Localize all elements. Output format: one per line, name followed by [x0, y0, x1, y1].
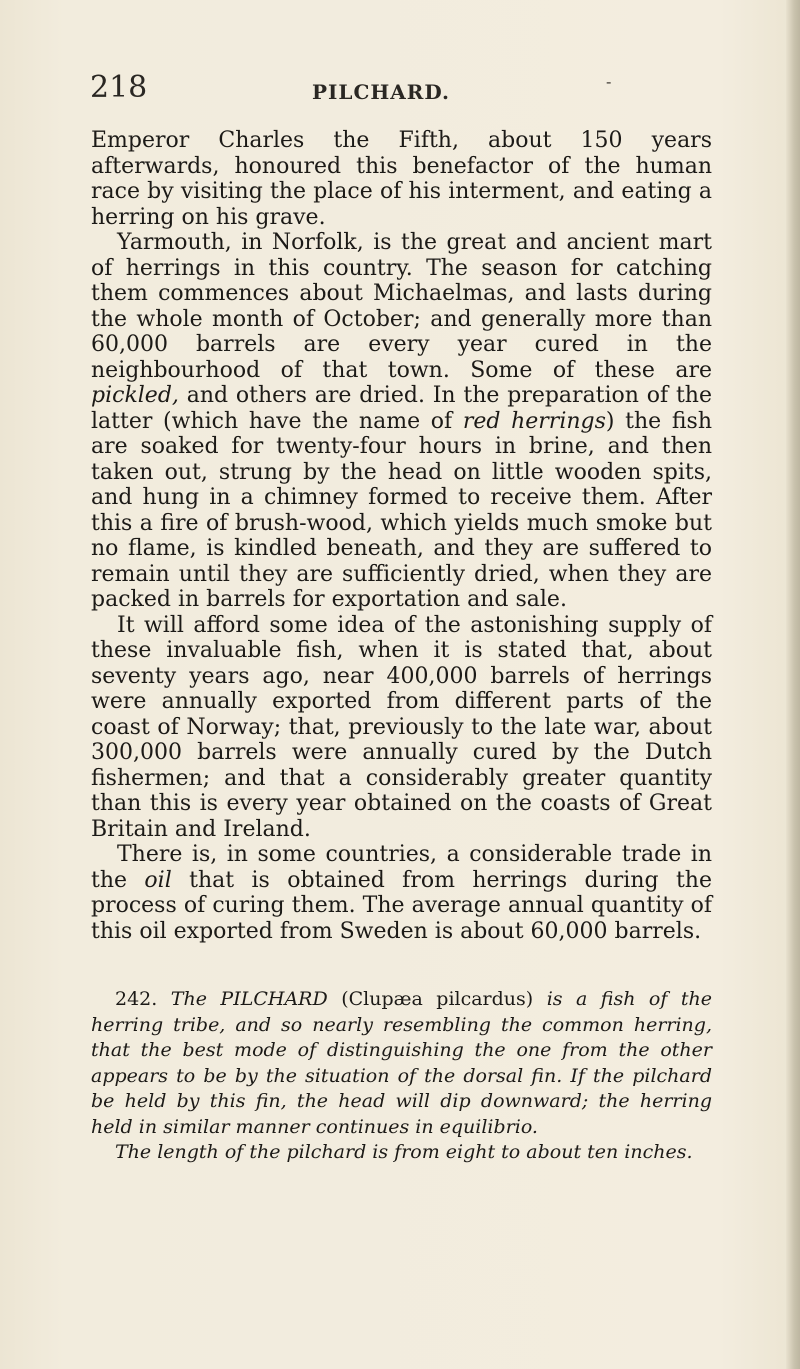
header-mark: -: [606, 72, 612, 91]
paragraph-2-text-a: Yarmouth, in Norfolk, is the great and ancient mart of herrings in this country. The season for catching them commences about Michaelmas, and lasts during the whole month of October; and generally more than 60,000 barrels are every year cured in the neighbourhood of that town. Some of these are: [91, 230, 712, 383]
paragraph-2-italic-red-herrings: red herrings: [462, 408, 606, 434]
page-edge: [786, 0, 800, 1369]
paragraph-4-text-a: There is, in some countries, a considerable trade in the: [91, 842, 712, 893]
paragraph-4-italic-oil: oil: [144, 867, 172, 893]
paragraph-1: Emperor Charles the Fifth, about 150 years afterwards, honoured this benefactor of the human race by visiting the place of his interment, and eating a herring on his grave.: [91, 128, 712, 230]
paragraph-2-text-b: and others are dried. In the preparation of the latter (which have the name of: [91, 383, 712, 434]
paragraph-4: [91, 842, 712, 944]
note-text: is a fish of the herring tribe, and so nearly resembling the common herring, that the best mode of distinguishing the one from the other appears to be by the situation of the dorsal fin. If the pilchard be held by this fin, the head will dip downward; the herring held in similar manner continues in equilibrio.: [91, 988, 712, 1138]
page-number: 218: [90, 70, 148, 105]
body-text: [91, 128, 712, 944]
page-header: [90, 70, 700, 110]
paragraph-2: [91, 230, 712, 613]
paragraph-2-italic-pickled: pickled,: [91, 383, 179, 408]
note-length: The length of the pilchard is from eight to about ten inches.: [115, 1141, 693, 1163]
running-head: PILCHARD.: [312, 80, 451, 104]
section-note: [91, 987, 712, 1166]
note-paragraph: [91, 987, 712, 1140]
paragraph-4-text-b: that is obtained from herrings during the process of curing them. The average annual quantity of this oil exported from Sweden is about 60,000 barrels.: [91, 867, 712, 944]
latin-name: (Clupæa pilcardus): [341, 988, 534, 1010]
section-title: The PILCHARD: [170, 988, 328, 1010]
paragraph-2-text-c: ) the fish are soaked for twenty-four hours in brine, and then taken out, strung by the head on little wooden spits, and hung in a chimney formed to receive them. After this a fire of brush-wood, which yields much smoke but no flame, is kindled beneath, and they are suffered to remain until they are sufficiently dried, when they are packed in barrels for exportation and sale.: [91, 408, 712, 612]
paragraph-3: It will afford some idea of the astonishing supply of these invaluable fish, when it is stated that, about seventy years ago, near 400,000 barrels of herrings were annually exported from different parts of the coast of Norway; that, previously to the late war, about 300,000 barrels were annually cured by the Dutch fishermen; and that a considerably greater quantity than this is every year obtained on the coasts of Great Britain and Ireland.: [91, 612, 712, 842]
section-number: 242.: [115, 988, 158, 1010]
